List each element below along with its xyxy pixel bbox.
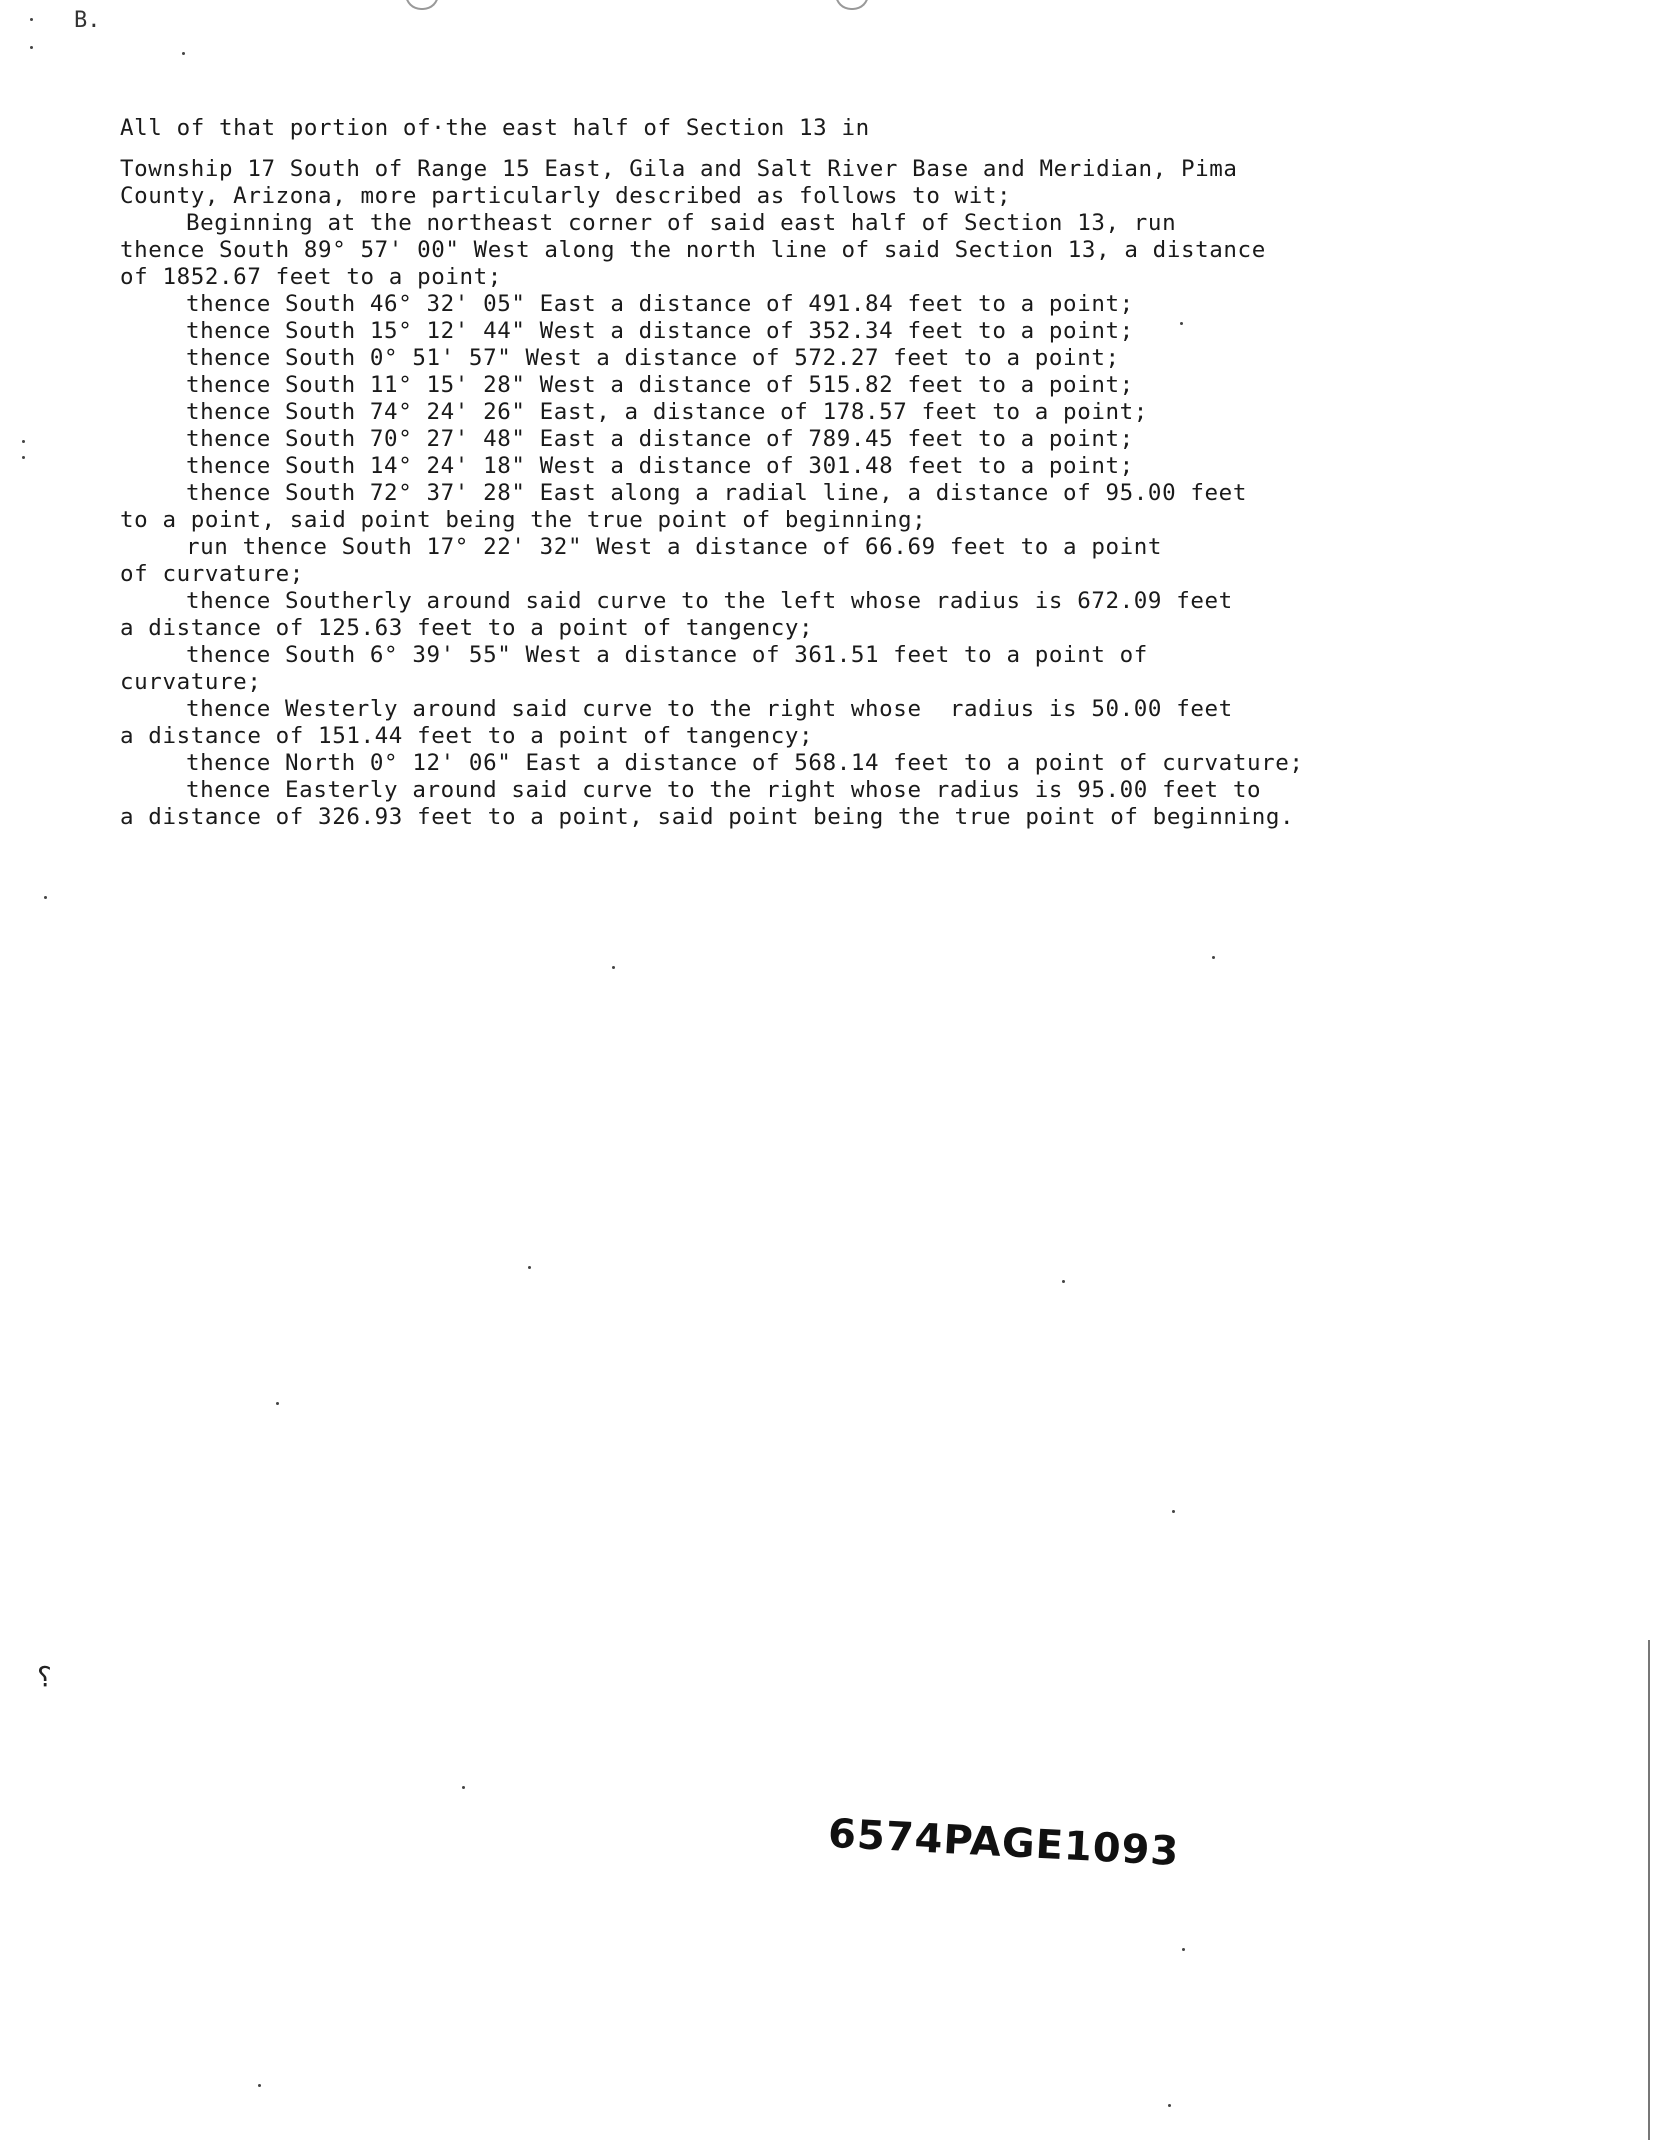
page-edge-line (1648, 1640, 1650, 2140)
scan-speck (1182, 1948, 1185, 1951)
legal-description-line: Township 17 South of Range 15 East, Gila and Salt River Base and Meridian, Pima (120, 156, 1238, 182)
legal-description-line: thence Southerly around said curve to the left whose radius is 672.09 feet (186, 588, 1233, 614)
scan-speck (22, 440, 25, 443)
legal-description-line: All of that portion of·the east half of Section 13 in (120, 115, 870, 141)
legal-description-line: thence South 89° 57' 00" West along the north line of said Section 13, a distance (120, 237, 1266, 263)
legal-description-line: thence South 72° 37' 28" East along a radial line, a distance of 95.00 feet (186, 480, 1247, 506)
legal-description-line: thence South 14° 24' 18" West a distance of 301.48 feet to a point; (186, 453, 1134, 479)
scan-speck (22, 456, 25, 459)
scan-speck (258, 2084, 261, 2087)
legal-description-line: County, Arizona, more particularly described as follows to wit; (120, 183, 1012, 209)
legal-description (120, 115, 1304, 831)
scan-speck (462, 1786, 465, 1789)
legal-description-line: thence South 15° 12' 44" West a distance of 352.34 feet to a point; (186, 318, 1134, 344)
scan-speck (1062, 1280, 1065, 1283)
scan-speck (1180, 322, 1183, 325)
scan-speck (44, 896, 47, 899)
legal-description-line: a distance of 326.93 feet to a point, said point being the true point of beginning. (120, 804, 1295, 830)
scan-speck (612, 966, 615, 969)
scan-speck (1168, 2104, 1171, 2107)
legal-description-line: Beginning at the northeast corner of said east half of Section 13, run (186, 210, 1177, 236)
scan-speck (276, 1402, 279, 1405)
legal-description-line: thence Easterly around said curve to the right whose radius is 95.00 feet to (186, 777, 1262, 803)
scan-speck (1172, 1510, 1175, 1513)
scan-speck (30, 46, 33, 49)
punch-hole-mark (405, 0, 439, 10)
legal-description-line: thence South 11° 15' 28" West a distance of 515.82 feet to a point; (186, 372, 1134, 398)
legal-description-line: of curvature; (120, 561, 304, 587)
legal-description-line: thence South 6° 39' 55" West a distance of 361.51 feet to a point of (186, 642, 1148, 668)
legal-description-line: thence South 0° 51' 57" West a distance of 572.27 feet to a point; (186, 345, 1120, 371)
scan-speck (1212, 956, 1215, 959)
legal-description-line: thence South 70° 27' 48" East a distance of 789.45 feet to a point; (186, 426, 1134, 452)
punch-hole-mark (835, 0, 869, 10)
legal-description-line: curvature; (120, 669, 262, 695)
recording-stamp: 6574PAGE1093 (827, 1810, 1181, 1876)
legal-description-line: to a point, said point being the true point of beginning; (120, 507, 927, 533)
scan-speck (528, 1266, 531, 1269)
corner-mark: B. (74, 8, 101, 33)
legal-description-line: thence South 74° 24' 26" East, a distance of 178.57 feet to a point; (186, 399, 1148, 425)
margin-mark: ⸮ (36, 1660, 53, 1693)
legal-description-line: of 1852.67 feet to a point; (120, 264, 502, 290)
legal-description-line: thence Westerly around said curve to the right whose radius is 50.00 feet (186, 696, 1233, 722)
legal-description-line: a distance of 151.44 feet to a point of tangency; (120, 723, 814, 749)
scan-speck (182, 52, 185, 55)
scan-speck (30, 18, 33, 21)
legal-description-line: thence North 0° 12' 06" East a distance of 568.14 feet to a point of curvature; (186, 750, 1304, 776)
legal-description-line: a distance of 125.63 feet to a point of tangency; (120, 615, 814, 641)
legal-description-line: thence South 46° 32' 05" East a distance of 491.84 feet to a point; (186, 291, 1134, 317)
legal-description-line: run thence South 17° 22' 32" West a distance of 66.69 feet to a point (186, 534, 1163, 560)
